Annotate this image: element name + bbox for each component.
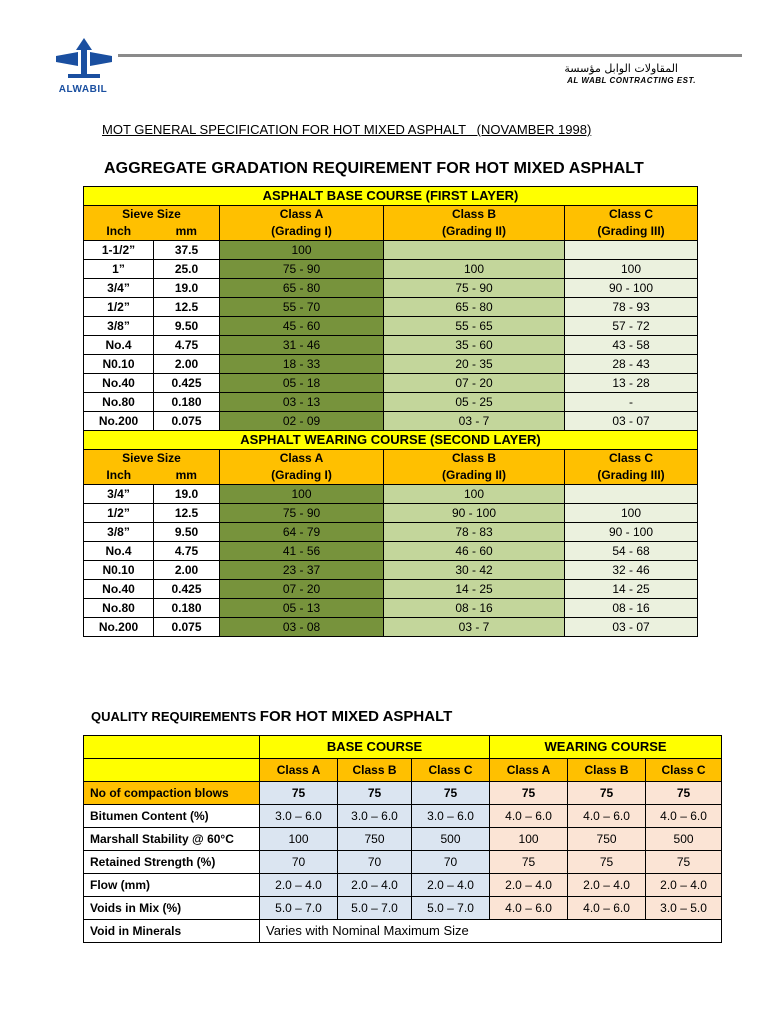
quality-value: 75 [646, 782, 722, 805]
class-c-header: Class C [565, 206, 698, 224]
class-header: Class B [338, 759, 412, 782]
sieve-mm: 0.180 [154, 599, 220, 618]
class-c-value: 100 [565, 260, 698, 279]
sieve-inch: 3/4” [84, 485, 154, 504]
quality-value: 4.0 – 6.0 [490, 897, 568, 920]
sieve-inch: No.4 [84, 336, 154, 355]
class-b-value: 100 [384, 260, 565, 279]
table-row [84, 485, 698, 504]
class-c-value: 90 - 100 [565, 523, 698, 542]
class-b-value: 35 - 60 [384, 336, 565, 355]
class-c-subheader: (Grading III) [565, 467, 698, 485]
quality-title [91, 708, 452, 725]
class-b-value: 08 - 16 [384, 599, 565, 618]
class-b-value: 14 - 25 [384, 580, 565, 599]
quality-value: 3.0 – 6.0 [412, 805, 490, 828]
void-in-minerals-label: Void in Minerals [84, 920, 260, 943]
quality-title-small: QUALITY REQUIREMENTS [91, 709, 257, 724]
class-a-value: 05 - 13 [220, 599, 384, 618]
table-row [84, 828, 722, 851]
table-row [84, 805, 722, 828]
class-c-value: 14 - 25 [565, 580, 698, 599]
sieve-mm: 0.425 [154, 580, 220, 599]
class-b-value: 20 - 35 [384, 355, 565, 374]
quality-table [83, 735, 722, 943]
quality-value: 2.0 – 4.0 [412, 874, 490, 897]
quality-class-corner [84, 759, 260, 782]
table-row [84, 317, 698, 336]
class-a-subheader: (Grading I) [220, 223, 384, 241]
row-label: Marshall Stability @ 60°C [84, 828, 260, 851]
sieve-mm: 0.075 [154, 618, 220, 637]
quality-value: 5.0 – 7.0 [260, 897, 338, 920]
class-a-subheader: (Grading I) [220, 467, 384, 485]
class-a-value: 45 - 60 [220, 317, 384, 336]
quality-value: 2.0 – 4.0 [568, 874, 646, 897]
quality-value: 75 [338, 782, 412, 805]
class-c-value: 100 [565, 504, 698, 523]
sieve-mm: 37.5 [154, 241, 220, 260]
sieve-inch: N0.10 [84, 355, 154, 374]
table-row [84, 298, 698, 317]
base-course-title: ASPHALT BASE COURSE (FIRST LAYER) [84, 187, 698, 206]
class-c-header: Class C [565, 450, 698, 468]
mm-header: mm [154, 223, 220, 241]
sieve-mm: 9.50 [154, 317, 220, 336]
class-b-value: 30 - 42 [384, 561, 565, 580]
class-a-value: 75 - 90 [220, 504, 384, 523]
class-b-header: Class B [384, 206, 565, 224]
table-row [84, 599, 698, 618]
class-c-value: - [565, 393, 698, 412]
class-a-value: 41 - 56 [220, 542, 384, 561]
table-row [84, 412, 698, 431]
class-a-value: 64 - 79 [220, 523, 384, 542]
table-row [84, 897, 722, 920]
class-c-value: 08 - 16 [565, 599, 698, 618]
main-title: AGGREGATE GRADATION REQUIREMENT FOR HOT MIXED ASPHALT [104, 160, 644, 177]
quality-value: 75 [412, 782, 490, 805]
quality-value: 4.0 – 6.0 [568, 805, 646, 828]
class-b-value: 90 - 100 [384, 504, 565, 523]
class-c-value: 43 - 58 [565, 336, 698, 355]
class-b-value [384, 241, 565, 260]
gradation-table [83, 186, 698, 637]
class-header: Class A [260, 759, 338, 782]
class-a-value: 55 - 70 [220, 298, 384, 317]
sieve-inch: 3/8” [84, 523, 154, 542]
inch-header: Inch [84, 467, 154, 485]
class-c-value: 54 - 68 [565, 542, 698, 561]
class-a-value: 75 - 90 [220, 260, 384, 279]
header-divider [118, 54, 742, 57]
row-label: Voids in Mix (%) [84, 897, 260, 920]
sieve-inch: 1/2” [84, 504, 154, 523]
table-row [84, 523, 698, 542]
class-a-header: Class A [220, 450, 384, 468]
table-row [84, 561, 698, 580]
quality-value: 70 [412, 851, 490, 874]
quality-value: 3.0 – 5.0 [646, 897, 722, 920]
class-a-value: 02 - 09 [220, 412, 384, 431]
class-b-value: 46 - 60 [384, 542, 565, 561]
class-a-value: 23 - 37 [220, 561, 384, 580]
class-b-subheader: (Grading II) [384, 223, 565, 241]
table-row [84, 279, 698, 298]
class-b-value: 75 - 90 [384, 279, 565, 298]
quality-value: 75 [568, 782, 646, 805]
class-c-subheader: (Grading III) [565, 223, 698, 241]
table-row [84, 374, 698, 393]
sieve-inch: No.80 [84, 599, 154, 618]
quality-value: 500 [412, 828, 490, 851]
quality-value: 4.0 – 6.0 [646, 805, 722, 828]
table-row [84, 580, 698, 599]
sieve-inch: 1-1/2” [84, 241, 154, 260]
sieve-mm: 2.00 [154, 561, 220, 580]
sieve-mm: 25.0 [154, 260, 220, 279]
class-c-value [565, 485, 698, 504]
quality-value: 2.0 – 4.0 [490, 874, 568, 897]
quality-value: 100 [260, 828, 338, 851]
class-header: Class A [490, 759, 568, 782]
quality-title-big: FOR HOT MIXED ASPHALT [259, 708, 453, 725]
class-b-value: 03 - 7 [384, 412, 565, 431]
table-row [84, 241, 698, 260]
sieve-inch: No.4 [84, 542, 154, 561]
class-b-value: 07 - 20 [384, 374, 565, 393]
class-c-value: 03 - 07 [565, 412, 698, 431]
row-label: No of compaction blows [84, 782, 260, 805]
class-a-value: 05 - 18 [220, 374, 384, 393]
sieve-mm: 0.180 [154, 393, 220, 412]
mm-header: mm [154, 467, 220, 485]
quality-value: 750 [568, 828, 646, 851]
class-b-value: 65 - 80 [384, 298, 565, 317]
quality-value: 750 [338, 828, 412, 851]
sieve-size-header: Sieve Size [84, 450, 220, 468]
sieve-mm: 12.5 [154, 504, 220, 523]
sieve-inch: 3/4” [84, 279, 154, 298]
table-row [84, 874, 722, 897]
quality-value: 75 [646, 851, 722, 874]
table-row [84, 782, 722, 805]
row-label: Retained Strength (%) [84, 851, 260, 874]
class-b-value: 05 - 25 [384, 393, 565, 412]
sieve-mm: 19.0 [154, 279, 220, 298]
sieve-inch: 1/2” [84, 298, 154, 317]
quality-value: 3.0 – 6.0 [338, 805, 412, 828]
class-a-value: 31 - 46 [220, 336, 384, 355]
quality-value: 100 [490, 828, 568, 851]
row-label: Flow (mm) [84, 874, 260, 897]
quality-value: 2.0 – 4.0 [260, 874, 338, 897]
table-row [84, 618, 698, 637]
quality-corner [84, 736, 260, 759]
class-b-value: 03 - 7 [384, 618, 565, 637]
class-header: Class B [568, 759, 646, 782]
quality-value: 75 [568, 851, 646, 874]
sieve-size-header: Sieve Size [84, 206, 220, 224]
sieve-inch: No.40 [84, 580, 154, 599]
quality-value: 4.0 – 6.0 [490, 805, 568, 828]
sieve-mm: 2.00 [154, 355, 220, 374]
class-c-value: 90 - 100 [565, 279, 698, 298]
class-c-value [565, 241, 698, 260]
class-c-value: 28 - 43 [565, 355, 698, 374]
class-b-header: Class B [384, 450, 565, 468]
quality-value: 500 [646, 828, 722, 851]
table-row [84, 355, 698, 374]
class-a-value: 65 - 80 [220, 279, 384, 298]
table-row [84, 851, 722, 874]
quality-value: 5.0 – 7.0 [338, 897, 412, 920]
class-a-value: 100 [220, 485, 384, 504]
sieve-mm: 4.75 [154, 336, 220, 355]
class-header: Class C [646, 759, 722, 782]
table-row [84, 336, 698, 355]
void-in-minerals-value: Varies with Nominal Maximum Size [260, 920, 722, 943]
class-a-value: 100 [220, 241, 384, 260]
quality-value: 75 [490, 851, 568, 874]
sieve-mm: 19.0 [154, 485, 220, 504]
company-name-english: AL WABL CONTRACTING EST. [567, 76, 696, 85]
base-course-header: BASE COURSE [260, 736, 490, 759]
class-a-value: 07 - 20 [220, 580, 384, 599]
class-a-header: Class A [220, 206, 384, 224]
sieve-mm: 9.50 [154, 523, 220, 542]
inch-header: Inch [84, 223, 154, 241]
quality-value: 70 [338, 851, 412, 874]
class-c-value: 32 - 46 [565, 561, 698, 580]
spec-title: MOT GENERAL SPECIFICATION FOR HOT MIXED ASPHALT (NOVAMBER 1998) [102, 122, 592, 137]
sieve-inch: 1” [84, 260, 154, 279]
class-c-value: 78 - 93 [565, 298, 698, 317]
class-b-value: 100 [384, 485, 565, 504]
class-a-value: 03 - 13 [220, 393, 384, 412]
table-row [84, 393, 698, 412]
quality-value: 70 [260, 851, 338, 874]
quality-value: 5.0 – 7.0 [412, 897, 490, 920]
sieve-inch: No.200 [84, 618, 154, 637]
sieve-inch: 3/8” [84, 317, 154, 336]
quality-value: 75 [490, 782, 568, 805]
class-b-value: 55 - 65 [384, 317, 565, 336]
table-row [84, 260, 698, 279]
class-c-value: 03 - 07 [565, 618, 698, 637]
quality-value: 2.0 – 4.0 [338, 874, 412, 897]
class-a-value: 18 - 33 [220, 355, 384, 374]
class-c-value: 13 - 28 [565, 374, 698, 393]
sieve-inch: No.200 [84, 412, 154, 431]
row-label: Bitumen Content (%) [84, 805, 260, 828]
class-b-value: 78 - 83 [384, 523, 565, 542]
class-header: Class C [412, 759, 490, 782]
table-row [84, 542, 698, 561]
sieve-mm: 12.5 [154, 298, 220, 317]
quality-value: 75 [260, 782, 338, 805]
quality-value: 2.0 – 4.0 [646, 874, 722, 897]
sieve-mm: 0.425 [154, 374, 220, 393]
class-b-subheader: (Grading II) [384, 467, 565, 485]
class-a-value: 03 - 08 [220, 618, 384, 637]
sieve-inch: No.40 [84, 374, 154, 393]
quality-value: 4.0 – 6.0 [568, 897, 646, 920]
logo-text: ALWABIL [58, 84, 108, 95]
sieve-inch: N0.10 [84, 561, 154, 580]
table-row [84, 504, 698, 523]
sieve-mm: 0.075 [154, 412, 220, 431]
class-c-value: 57 - 72 [565, 317, 698, 336]
wearing-course-title: ASPHALT WEARING COURSE (SECOND LAYER) [84, 431, 698, 450]
sieve-inch: No.80 [84, 393, 154, 412]
quality-value: 3.0 – 6.0 [260, 805, 338, 828]
sieve-mm: 4.75 [154, 542, 220, 561]
wearing-course-header: WEARING COURSE [490, 736, 722, 759]
company-name-arabic: المقاولات الوابل مؤسسة [564, 62, 678, 75]
